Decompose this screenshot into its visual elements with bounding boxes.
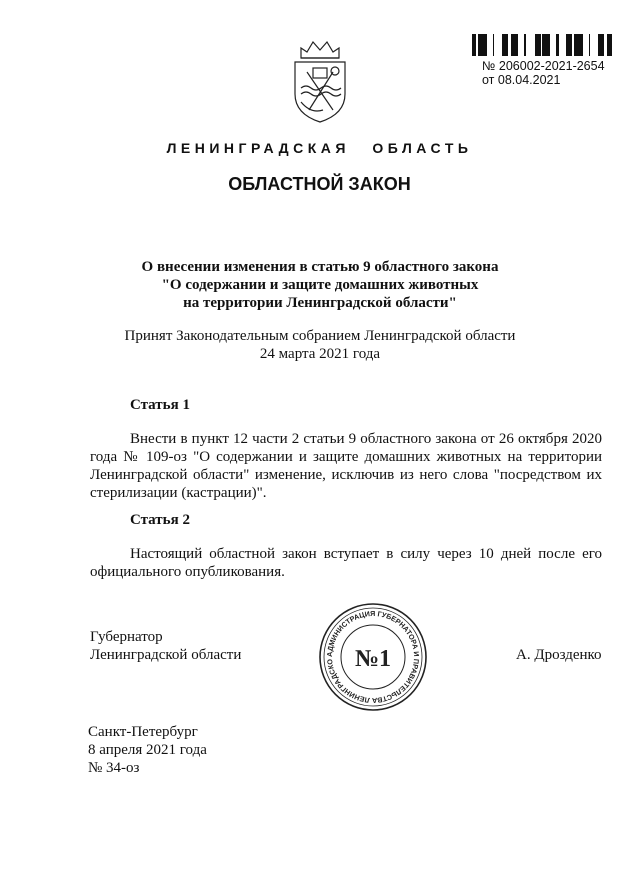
barcode-bar <box>478 34 481 56</box>
barcode-bar <box>484 34 487 56</box>
adoption-line: Принят Законодательным собранием Ленинградской области <box>124 328 516 344</box>
barcode-bar <box>544 34 547 56</box>
document-type: ОБЛАСТНОЙ ЗАКОН <box>228 174 411 194</box>
region-name: ЛЕНИНГРАДСКАЯ ОБЛАСТЬ <box>166 140 473 156</box>
barcode-bar <box>514 34 517 56</box>
footer-number: № 34-оз <box>88 760 140 776</box>
barcode-bar <box>607 34 608 56</box>
footer-city: Санкт-Петербург <box>88 724 198 740</box>
barcode-bar <box>574 34 577 56</box>
barcode-bar <box>536 34 538 56</box>
barcode-bar <box>542 34 544 56</box>
article-1-heading: Статья 1 <box>130 397 190 413</box>
article-1-text: Внести в пункт 12 части 2 статьи 9 областного закона от 26 октября 2020 года № 109-оз "О содержании и защите домашних животных на территории Ленинградской области" изменение, исключив из него слова "посредством их стерилизации (кастрации)". <box>90 431 602 501</box>
barcode-bar <box>493 34 494 56</box>
law-title <box>120 258 520 312</box>
barcode-bar <box>502 34 505 56</box>
article-2-heading: Статья 2 <box>130 512 190 528</box>
barcode-bar <box>512 34 514 56</box>
barcode-bar <box>547 34 548 56</box>
registration-date: от 08.04.2021 <box>482 73 561 87</box>
footer-date: 8 апреля 2021 года <box>88 742 207 758</box>
seal-center-number: №1 <box>354 646 392 672</box>
barcode-bar <box>608 34 610 56</box>
barcode-bar <box>610 34 612 56</box>
barcode-bar <box>475 34 476 56</box>
barcode-bar <box>556 34 559 56</box>
law-title-line: "О содержании и защите домашних животных <box>161 277 479 293</box>
signatory-position-line: Губернатор <box>90 629 163 645</box>
law-title-line: О внесении изменения в статью 9 областного закона <box>141 259 499 275</box>
seal-ring-text: АДМИНИСТРАЦИЯ ГУБЕРНАТОРА И ПРАВИТЕЛЬСТВА ЛЕНИНГРАДСКО <box>324 608 422 706</box>
registration-number: № 206002-2021-2654 <box>482 59 605 73</box>
barcode-bar <box>568 34 571 56</box>
law-title-line: на территории Ленинградской области" <box>183 295 457 311</box>
barcode-bar <box>505 34 506 56</box>
article-2-text: Настоящий областной закон вступает в силу через 10 дней после его официального опубликования. <box>90 546 602 580</box>
barcode-bar <box>535 34 536 56</box>
registration-block <box>482 59 605 87</box>
coat-of-arms-icon <box>287 38 353 124</box>
barcode-bar <box>602 34 604 56</box>
signatory-position-line: Ленинградской области <box>90 647 242 663</box>
barcode-bar <box>589 34 590 56</box>
document-footer <box>88 723 207 777</box>
barcode-bar <box>598 34 601 56</box>
barcode-bar <box>481 34 482 56</box>
adoption-note <box>100 327 540 363</box>
adoption-date: 24 марта 2021 года <box>259 346 381 362</box>
barcode-bar <box>511 34 512 56</box>
barcode-bar <box>524 34 526 56</box>
barcode-bar <box>517 34 518 56</box>
barcode-bar <box>577 34 578 56</box>
barcode-bar <box>472 34 475 56</box>
barcode-bar <box>571 34 572 56</box>
barcode-icon <box>472 34 612 56</box>
barcode-bar <box>578 34 580 56</box>
barcode-bar <box>538 34 541 56</box>
barcode-bar <box>506 34 508 56</box>
barcode-bar <box>580 34 583 56</box>
barcode-bar <box>482 34 484 56</box>
barcode-bar <box>601 34 602 56</box>
signatory-name: А. Дрозденко <box>516 647 602 663</box>
signatory-position <box>90 628 241 664</box>
official-seal <box>318 602 428 712</box>
barcode-bar <box>566 34 568 56</box>
barcode-bar <box>548 34 550 56</box>
